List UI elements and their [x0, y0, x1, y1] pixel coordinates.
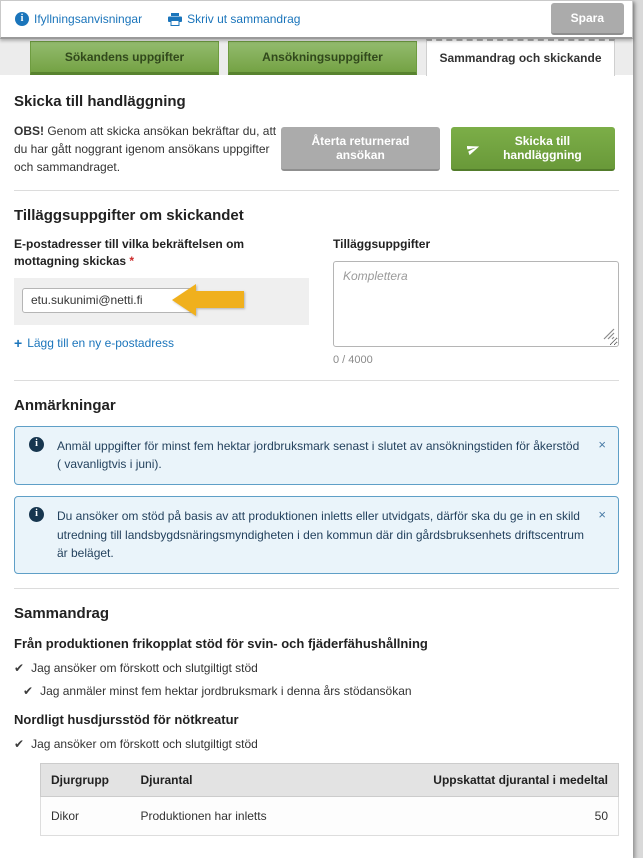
alert-text: Du ansöker om stöd på basis av att produktionen inletts eller utvidgats, därför ska du ge in en skild utredning till landsbygdsnäringsmyndigheten i den kommun där din gårdsbruksenhets driftscentrum är beläget. [57, 508, 584, 561]
tab-application-info[interactable]: Ansökningsuppgifter [228, 41, 417, 75]
summary-check-item [14, 661, 619, 675]
check-item-label: Jag anmäler minst fem hektar jordbruksmark i denna års stödansökan [40, 683, 412, 698]
arrow-body [196, 291, 244, 308]
summary-group-heading: Nordligt husdjursstöd för nötkreatur [14, 711, 239, 727]
check-icon: ✔ [14, 660, 25, 675]
send-button-label: Skicka till handläggning [503, 134, 582, 162]
email-input[interactable] [22, 288, 194, 313]
close-icon[interactable]: × [598, 436, 606, 452]
obs-bold: OBS! [14, 124, 44, 138]
sending-info-section-title: Tilläggsuppgifter om skickandet [14, 207, 244, 224]
obs-note [14, 122, 281, 176]
email-label-text: E-postadresser till vilka bekräftelsen om mottagning skickas [14, 237, 245, 268]
section-divider [14, 380, 619, 381]
check-item-label: Jag ansöker om förskott och slutgiltigt stöd [31, 660, 258, 675]
save-button[interactable]: Spara [551, 3, 624, 35]
extra-info-label: Tilläggsuppgifter [333, 237, 431, 251]
extra-info-textarea-wrap [333, 261, 619, 350]
info-icon: i [29, 507, 44, 522]
info-icon: i [15, 12, 29, 26]
email-column [14, 236, 309, 366]
summary-check-item [23, 684, 619, 698]
remarks-section-title: Anmärkningar [14, 396, 116, 414]
withdraw-returned-application-button[interactable]: Återta returnerad ansökan [281, 127, 440, 171]
add-email-label: Lägg till en ny e-postadress [27, 335, 174, 350]
cell-estimated-average: 50 [394, 796, 619, 835]
send-buttons-group [281, 122, 615, 171]
email-field-label [14, 236, 309, 270]
tab-bar [0, 39, 633, 75]
send-plane-icon [467, 142, 480, 155]
tab-applicant-info[interactable]: Sökandens uppgifter [30, 41, 219, 75]
column-header-djurantal: Djurantal [131, 763, 394, 796]
filling-instructions-label: Ifyllningsanvisningar [34, 12, 143, 26]
cell-animal-count: Produktionen har inletts [131, 796, 394, 835]
required-asterisk: * [129, 253, 135, 268]
section-divider [14, 588, 619, 589]
table-row [41, 796, 619, 835]
summary-check-item [14, 737, 619, 751]
extra-info-textarea[interactable] [333, 261, 619, 347]
info-alert [14, 496, 619, 574]
plus-icon: + [14, 334, 23, 351]
tab-content [0, 75, 633, 858]
sending-info-columns [14, 236, 619, 366]
check-icon: ✔ [14, 736, 25, 751]
tab-summary-and-sending[interactable]: Sammandrag och skickande [426, 39, 615, 76]
column-header-uppskattat: Uppskattat djurantal i medeltal [394, 763, 619, 796]
animal-summary-table [40, 763, 619, 836]
extra-info-column [333, 236, 619, 366]
email-panel [14, 278, 309, 325]
cell-animal-group: Dikor [41, 796, 131, 835]
info-icon: i [29, 437, 44, 452]
print-summary-label: Skriv ut sammandrag [187, 12, 301, 26]
column-header-djurgrupp: Djurgrupp [41, 763, 131, 796]
top-toolbar [0, 0, 633, 39]
section-divider [14, 190, 619, 191]
char-counter: 0 / 4000 [333, 353, 373, 366]
send-section-title: Skicka till handläggning [14, 93, 186, 110]
add-email-link[interactable] [14, 335, 174, 351]
obs-text: Genom att skicka ansökan bekräftar du, att du har gått noggrant igenom ansökans uppgifter och sammandraget. [14, 124, 277, 174]
print-summary-link[interactable] [168, 12, 300, 26]
filling-instructions-link[interactable] [15, 12, 142, 26]
alert-text: Anmäl uppgifter för minst fem hektar jordbruksmark senast i slutet av ansökningstiden för åkerstöd ( vavanligtvis i juni). [57, 438, 580, 472]
check-item-label: Jag ansöker om förskott och slutgiltigt stöd [31, 736, 258, 751]
check-icon: ✔ [23, 683, 34, 698]
send-section-row [14, 122, 619, 176]
summary-section-title: Sammandrag [14, 604, 110, 622]
table-header-row [41, 763, 619, 796]
printer-icon [168, 13, 182, 26]
info-alert [14, 426, 619, 485]
send-to-processing-button[interactable] [451, 127, 615, 171]
summary-group-heading: Från produktionen frikopplat stöd för svin- och fjäderfähushållning [14, 635, 428, 651]
close-icon[interactable]: × [598, 506, 606, 522]
